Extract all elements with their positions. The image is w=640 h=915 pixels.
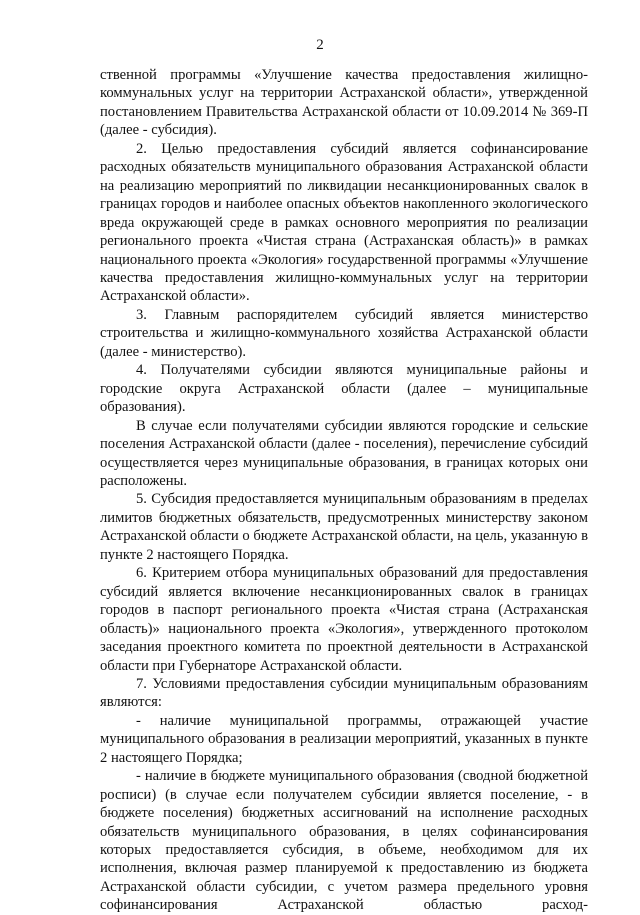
paragraph-item-4-note: В случае если получателями субсидии являются городские и сельские поселения Астраханской области (далее - поселения), перечисление субсидий осуществляется через муниципальные образования, в границах которых они расположены. [100, 417, 588, 489]
condition-item-program: - наличие муниципальной программы, отражающей участие муниципального образования в реализации мероприятий, указанных в пункте 2 настоящего Порядка; [100, 712, 588, 766]
condition-item-budget: - наличие в бюджете муниципального образования (сводной бюджетной росписи) (в случае если получателем субсидии является поселение, - в бюджете поселения) бюджетных ассигнований на исполнение расходных обязательств муниципального образования, в целях софинансирования которых предоставляется субсидия, в объеме, необходимом для их исполнения, включая размер планируемой к предоставлению из бюджета Астраханской области субсидии, с учетом размера предельного уровня софинансирования Астраханской областью расход- [100, 768, 588, 914]
paragraph-continuation: ственной программы «Улучшение качества предоставления жилищно-коммунальных услуг на территории Астраханской области», утвержденной постановлением Правительства Астраханской области от 10.09.2014 № 369-П (далее - субсидия). [100, 67, 588, 139]
paragraph-item-5: 5. Субсидия предоставляется муниципальным образованиям в пределах лимитов бюджетных обязательств, предусмотренных министерству законом Астраханской области о бюджете Астраханской области, на цель, указанную в пункте 2 настоящего Порядка. [100, 491, 588, 563]
paragraph-item-7: 7. Условиями предоставления субсидии муниципальным образованиям являются: [100, 675, 588, 711]
page-number: 2 [316, 37, 324, 53]
paragraph-item-3: 3. Главным распорядителем субсидий является министерство строительства и жилищно-коммунального хозяйства Астраханской области (далее - министерство). [100, 306, 588, 360]
document-body [100, 66, 588, 915]
paragraph-item-4: 4. Получателями субсидии являются муниципальные районы и городские округа Астраханской области (далее – муниципальные образования). [100, 362, 588, 416]
paragraph-item-6: 6. Критерием отбора муниципальных образований для предоставления субсидий является включение несанкционированных свалок в границах городов в паспорт регионального проекта «Чистая страна (Астраханская область)» национального проекта «Экология», утвержденного протоколом заседания проектного комитета по проектной деятельности в Астраханской области при Губернаторе Астраханской области. [100, 565, 588, 674]
paragraph-item-2: 2. Целью предоставления субсидий является софинансирование расходных обязательств муниципального образования Астраханской области на реализацию мероприятий по ликвидации несанкционированных свалок в границах городов и наиболее опасных объектов накопленного экологического вреда окружающей среде в рамках основного мероприятия по реализации регионального проекта «Чистая страна (Астраханская область)» в рамках национального проекта «Экология» государственной программы «Улучшение качества предоставления жилищно-коммунальных услуг на территории Астраханской области». [100, 140, 588, 305]
